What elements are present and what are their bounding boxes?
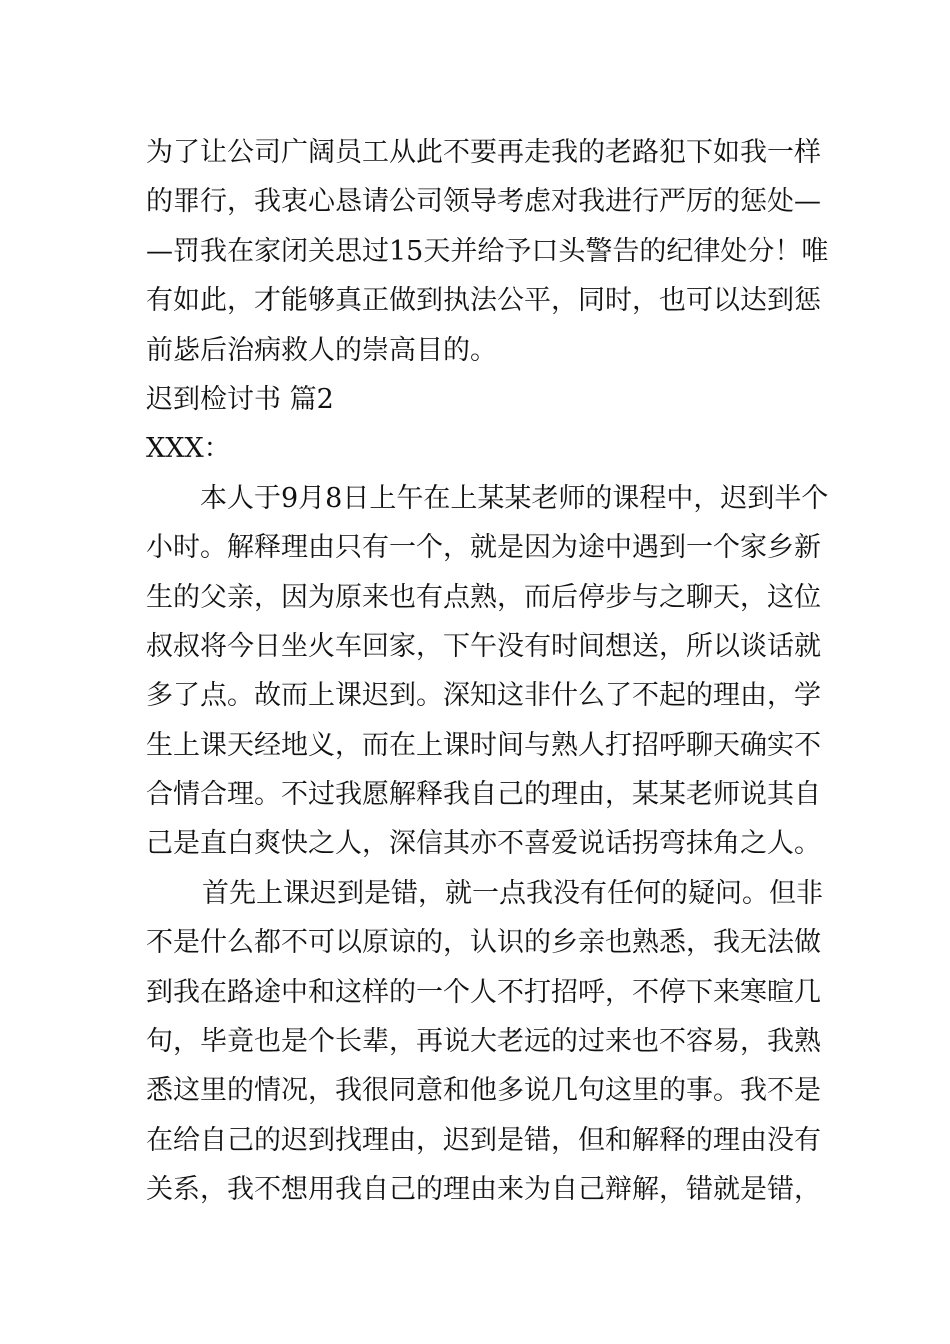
text-line: 小时。解释理由只有一个，就是因为途中遇到一个家乡新 [146,532,821,564]
text-line: —罚我在家闭关思过15天并给予口头警告的纪律处分！唯 [146,235,829,267]
text-line: 多了点。故而上课迟到。深知这非什么了不起的理由，学 [146,680,821,712]
text-line: 不是什么都不可以原谅的，认识的乡亲也熟悉，我无法做 [146,927,821,959]
salutation: XXX： [146,433,231,465]
body-paragraph-2 [146,869,823,1215]
text-line: 己是直白爽快之人，深信其亦不喜爱说话拐弯抹角之人。 [146,828,821,860]
continued-paragraph [146,128,829,375]
text-line: 到我在路途中和这样的一个人不打招呼，不停下来寒暄几 [146,976,821,1008]
text-line: 首先上课迟到是错，就一点我没有任何的疑问。但非 [202,877,823,909]
text-line: 前毖后治病救人的崇高目的。 [146,334,497,366]
text-line: 本人于9月8日上午在上某某老师的课程中，迟到半个 [200,482,829,514]
body-paragraph-1 [146,474,829,869]
text-line: 有如此，才能够真正做到执法公平，同时，也可以达到惩 [146,285,821,317]
text-line: 合情合理。不过我愿解释我自己的理由，某某老师说其自 [146,779,821,811]
text-line: 叔叔将今日坐火车回家，下午没有时间想送，所以谈话就 [146,630,821,662]
text-line: 的罪行，我衷心恳请公司领导考虑对我进行严厉的惩处— [146,186,821,218]
text-line: 悉这里的情况，我很同意和他多说几句这里的事。我不是 [146,1075,821,1107]
document-page [146,128,829,1215]
text-line: 生上课天经地义，而在上课时间与熟人打招呼聊天确实不 [146,729,821,761]
text-line: 句，毕竟也是个长辈，再说大老远的过来也不容易，我熟 [146,1026,821,1058]
text-line: 生的父亲，因为原来也有点熟，而后停步与之聊天，这位 [146,581,821,613]
text-line: 为了让公司广阔员工从此不要再走我的老路犯下如我一样 [146,137,821,168]
text-line: 在给自己的迟到找理由，迟到是错，但和解释的理由没有 [146,1124,821,1156]
section-heading: 迟到检讨书 篇2 [146,383,334,415]
text-line: 关系，我不想用我自己的理由来为自己辩解，错就是错， [146,1174,821,1206]
